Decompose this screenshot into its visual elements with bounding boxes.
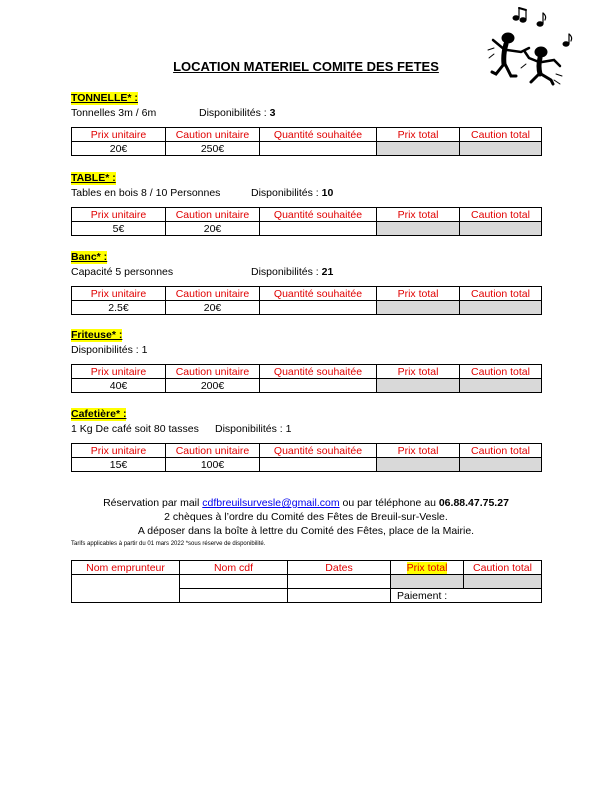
email-link[interactable]: cdfbreuilsurvesle@gmail.com: [202, 497, 340, 509]
availability-label: Disponibilités :: [251, 187, 319, 199]
item-description: Tonnelles 3m / 6m: [71, 107, 157, 119]
availability-value: 1: [285, 423, 292, 435]
total-price-cell: [377, 379, 460, 393]
dancer-right: [525, 47, 560, 84]
tariff-note: Tarifs applicables à partir du 01 mars 2022 *sous réserve de disponibilité.: [71, 541, 266, 547]
availability-value: 21: [321, 266, 334, 278]
section-title: Cafetière* :: [71, 408, 127, 420]
total-price-cell: [377, 142, 460, 156]
quantity-input-cell[interactable]: [260, 458, 377, 472]
total-deposit-cell: [460, 379, 542, 393]
dates-cell[interactable]: [288, 575, 391, 589]
quantity-input-cell[interactable]: [260, 142, 377, 156]
col-header-quantity: Quantité souhaitée: [260, 128, 377, 142]
music-note-icon: [537, 13, 546, 26]
col-header-quantity: Quantité souhaitée: [260, 208, 377, 222]
col-header-total-price: Prix total: [377, 444, 460, 458]
availability-value: 3: [269, 107, 276, 119]
col-header-unit-deposit: Caution unitaire: [166, 287, 260, 301]
total-deposit-cell: [460, 458, 542, 472]
col-header-unit-deposit: Caution unitaire: [166, 128, 260, 142]
col-header-unit-price: Prix unitaire: [72, 287, 166, 301]
col-header-total-deposit: Caution total: [460, 365, 542, 379]
col-header-total-deposit: Caution total: [460, 128, 542, 142]
col-header-unit-price: Prix unitaire: [72, 128, 166, 142]
col-header-total-deposit: Caution total: [460, 287, 542, 301]
unit-price-cell: 5€: [72, 222, 166, 236]
col-header-unit-price: Prix unitaire: [72, 444, 166, 458]
total-deposit-cell: [460, 222, 542, 236]
item-description: Tables en bois 8 / 10 Personnes: [71, 187, 221, 199]
phone-number: 06.88.47.75.27: [438, 497, 509, 509]
col-header-borrower-name: Nom emprunteur: [72, 561, 180, 575]
cdf-name-cell-2[interactable]: [180, 589, 288, 603]
col-header-total-price: Prix total: [377, 365, 460, 379]
unit-deposit-cell: 100€: [166, 458, 260, 472]
total-price-cell: [377, 222, 460, 236]
pricing-table: [71, 364, 542, 393]
cheque-instructions: 2 chèques à l’ordre du Comité des Fêtes de Breuil-sur-Vesle.: [164, 511, 448, 523]
col-header-unit-price: Prix unitaire: [72, 208, 166, 222]
total-price-cell: [391, 575, 464, 589]
availability-label: Disponibilités :: [71, 344, 139, 356]
section-title: Banc* :: [71, 251, 108, 263]
dates-cell-2[interactable]: [288, 589, 391, 603]
pricing-table: [71, 443, 542, 472]
music-note-icon: [563, 34, 572, 46]
payment-cell[interactable]: [391, 589, 542, 603]
col-header-unit-price: Prix unitaire: [72, 365, 166, 379]
col-header-unit-deposit: Caution unitaire: [166, 208, 260, 222]
col-header-total-price: Prix total: [377, 128, 460, 142]
col-header-total-deposit: Caution total: [460, 208, 542, 222]
col-header-quantity: Quantité souhaitée: [260, 365, 377, 379]
pricing-table: [71, 127, 542, 156]
availability-label: Disponibilités :: [251, 266, 319, 278]
section-friteuse: [71, 325, 541, 393]
item-description: Capacité 5 personnes: [71, 266, 174, 278]
availability-label: Disponibilités :: [199, 107, 267, 119]
availability-value: 10: [321, 187, 334, 199]
col-header-quantity: Quantité souhaitée: [260, 444, 377, 458]
deposit-instructions: A déposer dans la boîte à lettre du Comité des Fêtes, place de la Mairie.: [137, 525, 475, 537]
quantity-input-cell[interactable]: [260, 301, 377, 315]
pricing-table: [71, 207, 542, 236]
reservation-prefix: Réservation par mail: [103, 497, 200, 509]
music-note-icon: [513, 8, 526, 22]
section-tonnelle: [71, 88, 541, 156]
unit-price-cell: 2.5€: [72, 301, 166, 315]
section-banc: [71, 247, 541, 315]
total-deposit-cell: [460, 142, 542, 156]
dancer-left: [492, 33, 529, 76]
col-header-unit-deposit: Caution unitaire: [166, 365, 260, 379]
total-price-cell: [377, 301, 460, 315]
quantity-input-cell[interactable]: [260, 379, 377, 393]
unit-price-cell: 20€: [72, 142, 166, 156]
booking-table: [71, 560, 542, 603]
borrower-name-cell[interactable]: [72, 575, 180, 603]
col-header-cdf-name: Nom cdf: [180, 561, 288, 575]
payment-label: Paiement :: [397, 589, 448, 602]
unit-price-cell: 15€: [72, 458, 166, 472]
reservation-middle: ou par téléphone au: [342, 497, 436, 509]
unit-deposit-cell: 200€: [166, 379, 260, 393]
pricing-table: [71, 286, 542, 315]
unit-deposit-cell: 20€: [166, 222, 260, 236]
section-title: TONNELLE* :: [71, 92, 138, 104]
col-header-dates: Dates: [288, 561, 391, 575]
col-header-total-price: Prix total: [377, 208, 460, 222]
unit-price-cell: 40€: [72, 379, 166, 393]
total-price-cell: [377, 458, 460, 472]
item-description: 1 Kg De café soit 80 tasses: [71, 423, 199, 435]
col-header-total-deposit: Caution total: [464, 561, 542, 575]
availability-value: 1: [141, 344, 148, 356]
unit-deposit-cell: 250€: [166, 142, 260, 156]
col-header-total-deposit: Caution total: [460, 444, 542, 458]
col-header-total-price: Prix total: [377, 287, 460, 301]
reservation-info: [0, 496, 612, 538]
col-header-total-price: Prix total: [391, 561, 464, 575]
quantity-input-cell[interactable]: [260, 222, 377, 236]
dancing-figures-illustration: [486, 4, 586, 86]
section-cafetiere: [71, 404, 541, 472]
col-header-quantity: Quantité souhaitée: [260, 287, 377, 301]
section-title: TABLE* :: [71, 172, 116, 184]
total-deposit-cell: [460, 301, 542, 315]
unit-deposit-cell: 20€: [166, 301, 260, 315]
col-header-unit-deposit: Caution unitaire: [166, 444, 260, 458]
section-title: Friteuse* :: [71, 329, 123, 341]
page-title: LOCATION MATERIEL COMITE DES FETES: [173, 59, 439, 74]
availability-label: Disponibilités :: [215, 423, 283, 435]
section-table: [71, 168, 541, 236]
cdf-name-cell[interactable]: [180, 575, 288, 589]
total-deposit-cell: [464, 575, 542, 589]
